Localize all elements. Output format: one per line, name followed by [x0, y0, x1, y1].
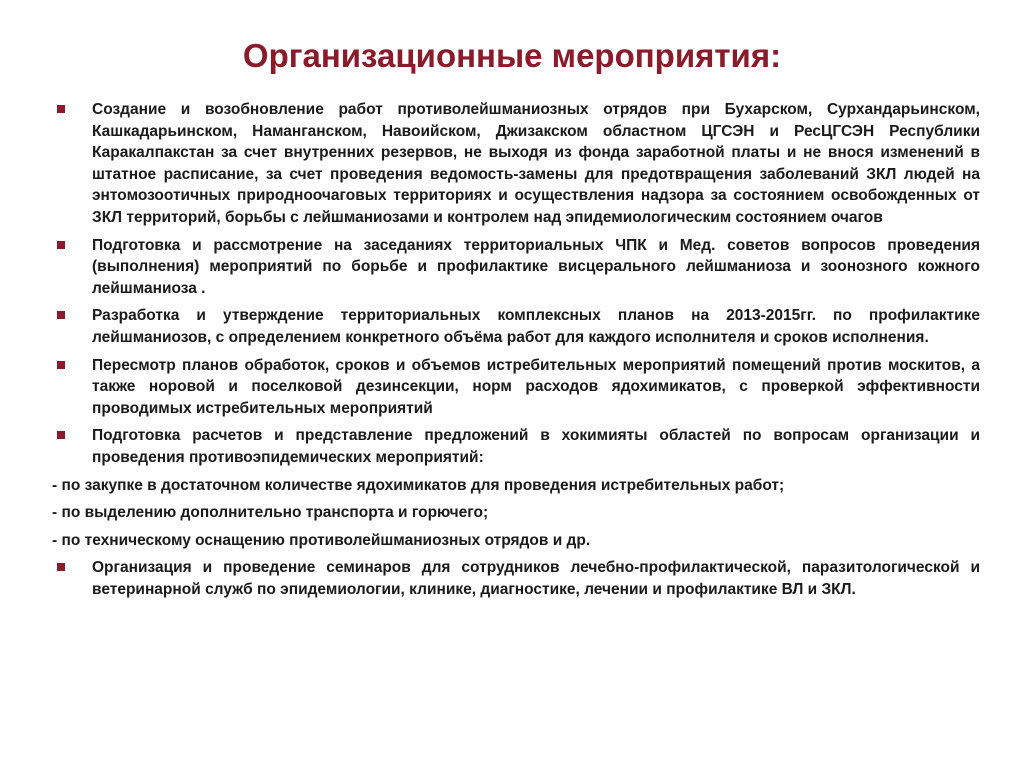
bullet-item-3: [52, 305, 980, 348]
bullet-item-2: [52, 235, 980, 300]
square-bullet-icon: [57, 563, 65, 571]
bullet-item-6: [52, 557, 980, 600]
bullet-text: Подготовка и рассмотрение на заседаниях территориальных ЧПК и Мед. советов вопросов проведения (выполнения) мероприятий по борьбе и профилактике висцерального лейшманиоза и зоонозного кожного лейшманиоза .: [92, 236, 980, 297]
square-bullet-icon: [57, 311, 65, 319]
dash-item-2: - по выделению дополнительно транспорта и горючего;: [52, 504, 489, 522]
bullet-item-1: [52, 99, 980, 229]
slide-content: [52, 99, 980, 606]
square-bullet-icon: [57, 105, 65, 113]
bullet-text: Пересмотр планов обработок, сроков и объемов истребительных мероприятий помещений против москитов, а также норовой и поселковой дезинсекции, норм расходов ядохимикатов, с проверкой эффективности проводимых истребительных мероприятий: [92, 356, 980, 417]
bullet-item-5: [52, 425, 980, 468]
dash-item-1: - по закупке в достаточном количестве ядохимикатов для проведения истребительных работ;: [52, 476, 785, 494]
square-bullet-icon: [57, 241, 65, 249]
bullet-text: Подготовка расчетов и представление предложений в хокимияты областей по вопросам организации и проведения противоэпидемических мероприятий:: [92, 427, 980, 466]
slide-title: Организационные мероприятия:: [242, 37, 782, 74]
bullet-text: Разработка и утверждение территориальных комплексных планов на 2013-2015гг. по профилактике лейшманиозов, с определением конкретного объёма работ для каждого исполнителя и сроков исполнения.: [92, 307, 980, 346]
bullet-text: Создание и возобновление работ противолейшманиозных отрядов при Бухарском, Сурхандарьинском, Кашкадарьинском, Наманганском, Навоийском, Джизакском областном ЦГСЭН и РесЦГСЭН Республики Каракалпакстан за счет внутренних резервов, не выходя из фонда заработной платы и не внося изменений в штатное расписание, за счет проведения ведомость-замены для предотвращения заболеваний ЗКЛ людей на энтомозоотичных природноочаговых территориях и осуществления надзора за состоянием освобожденных от ЗКЛ территорий, борьбы с лейшманиозами и контролем над эпидемиологическим состоянием очагов: [92, 101, 980, 226]
square-bullet-icon: [57, 431, 65, 439]
square-bullet-icon: [57, 361, 65, 369]
bullet-item-4: [52, 355, 980, 420]
bullet-text: Организация и проведение семинаров для сотрудников лечебно-профилактической, паразитологической и ветеринарной служб по эпидемиологии, клинике, диагностике, лечении и профилактике ВЛ и ЗКЛ.: [92, 559, 980, 598]
dash-item-3: - по техническому оснащению противолейшманиозных отрядов и др.: [52, 531, 591, 549]
